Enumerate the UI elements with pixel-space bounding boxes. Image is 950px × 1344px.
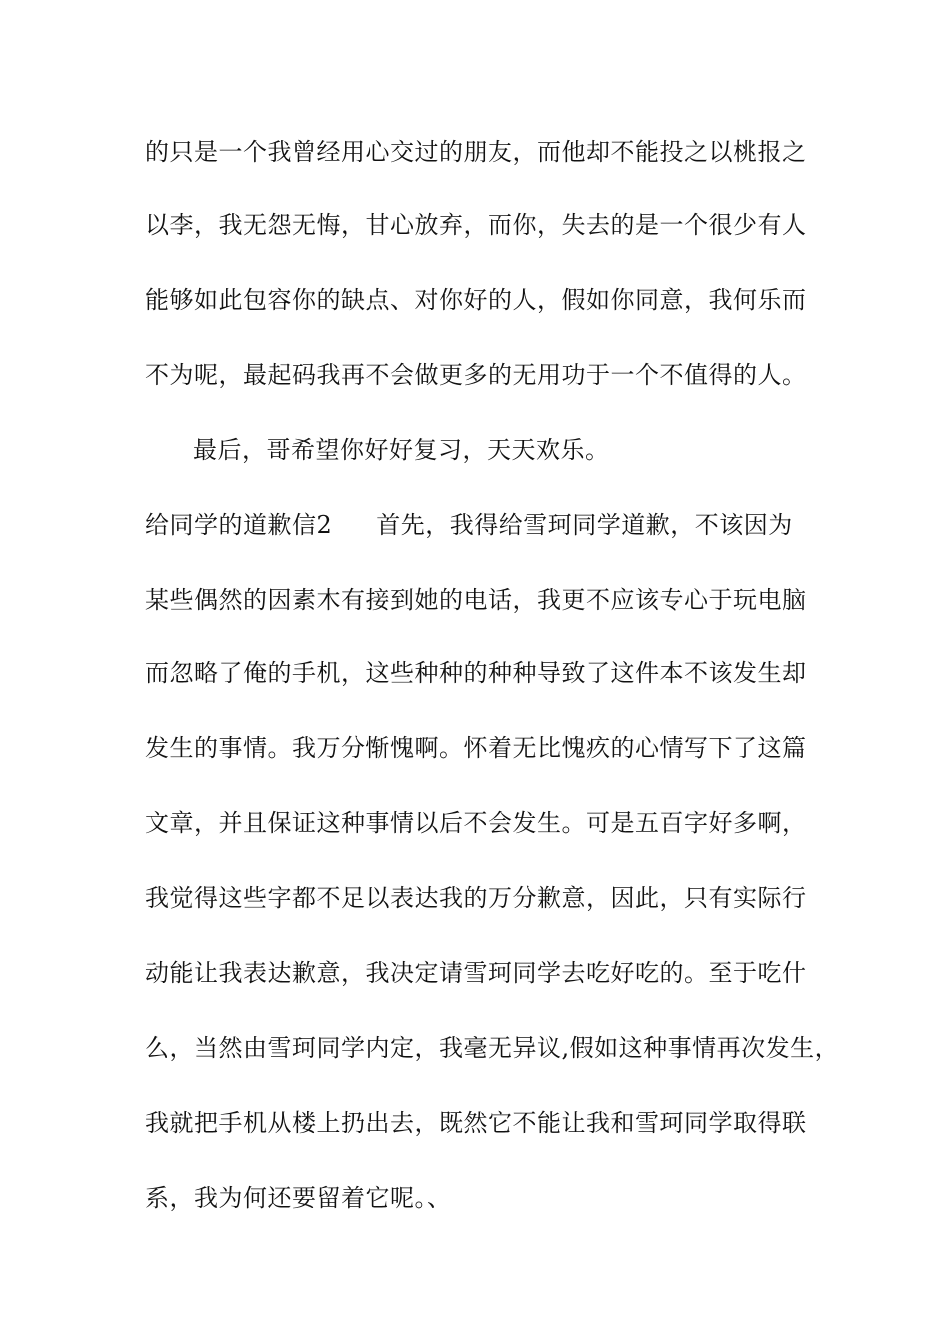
text-line: 不为呢，最起码我再不会做更多的无用功于一个不值得的人。	[145, 361, 807, 389]
text-line: 而忽略了俺的手机，这些种种的种种导致了这件本不该发生却	[145, 659, 807, 687]
text-line: 我觉得这些字都不足以表达我的万分歉意，因此，只有实际行	[145, 884, 807, 912]
text-line: 首先，我得给雪珂同学道歉，不该因为	[376, 511, 793, 539]
section-line	[145, 510, 793, 540]
text-line: 以李，我无怨无悔，甘心放弃，而你，失去的是一个很少有人	[145, 211, 807, 239]
text-line: 文章，并且保证这种事情以后不会发生。可是五百字好多啊，	[145, 809, 807, 837]
closing-line: 最后，哥希望你好好复习，天天欢乐。	[193, 436, 610, 464]
text-line: 我就把手机从楼上扔出去，既然它不能让我和雪珂同学取得联	[145, 1109, 807, 1137]
text-line: 发生的事情。我万分惭愧啊。怀着无比愧疚的心情写下了这篇	[145, 734, 807, 762]
text-line: 能够如此包容你的缺点、对你好的人，假如你同意，我何乐而	[145, 286, 807, 314]
text-line: 动能让我表达歉意，我决定请雪珂同学去吃好吃的。至于吃什	[145, 959, 807, 987]
text-line: 的只是一个我曾经用心交过的朋友，而他却不能投之以桃报之	[145, 138, 807, 166]
text-line: 某些偶然的因素木有接到她的电话，我更不应该专心于玩电脑	[145, 586, 807, 614]
text-line: 么，当然由雪珂同学内定，我毫无异议,假如这种事情再次发生，	[145, 1034, 840, 1062]
text-line: 系，我为何还要留着它呢。、	[145, 1184, 452, 1212]
section-title: 给同学的道歉信2	[145, 511, 333, 539]
